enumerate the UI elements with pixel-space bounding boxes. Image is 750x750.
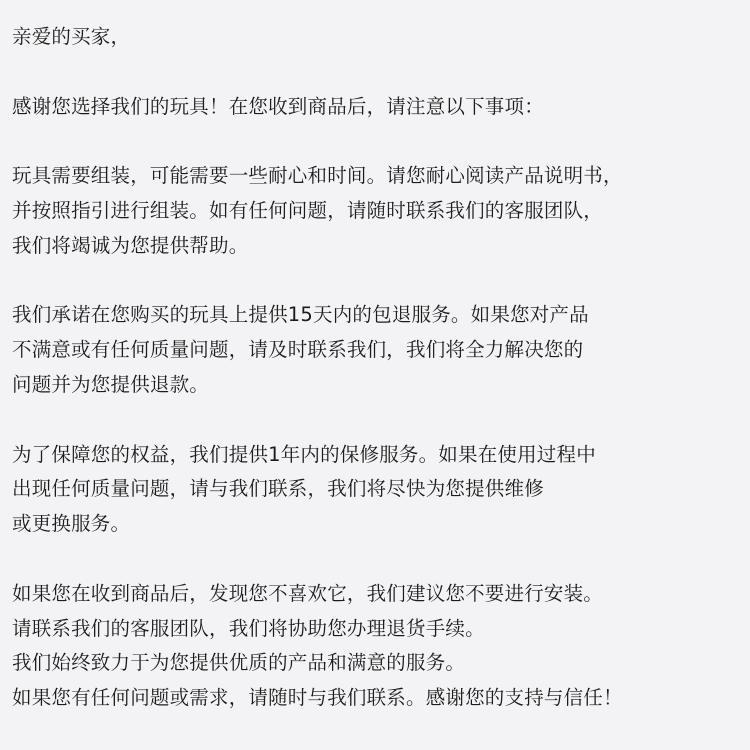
paragraph-line: 出现任何质量问题，请与我们联系，我们将尽快为您提供维修 xyxy=(12,477,544,501)
spacer xyxy=(12,55,750,90)
paragraph-line: 请联系我们的客服团队，我们将协助您办理退货手续。 xyxy=(12,616,485,640)
paragraph-line: 不满意或有任何质量问题，请及时联系我们，我们将全力解决您的 xyxy=(12,338,584,362)
paragraph-line: 我们始终致力于为您提供优质的产品和满意的服务。 xyxy=(12,651,466,675)
paragraph-line: 问题并为您提供退款。 xyxy=(12,372,210,396)
paragraph-closing xyxy=(12,577,750,716)
spacer xyxy=(12,124,750,159)
paragraph-line: 我们将竭诚为您提供帮助。 xyxy=(12,233,249,257)
paragraph-line: 如果您在收到商品后，发现您不喜欢它，我们建议您不要进行安装。 xyxy=(12,581,604,605)
paragraph-line: 为了保障您的权益，我们提供1年内的保修服务。如果在使用过程中 xyxy=(12,442,596,466)
paragraph-line: 如果您有任何问题或需求，请随时与我们联系。感谢您的支持与信任！ xyxy=(12,686,623,710)
paragraph-line: 并按照指引进行组装。如有任何问题，请随时联系我们的客服团队， xyxy=(12,198,604,222)
spacer xyxy=(12,264,750,299)
paragraph-warranty xyxy=(12,438,750,542)
spacer xyxy=(12,403,750,438)
paragraph-return-policy xyxy=(12,298,750,402)
paragraph-line: 我们承诺在您购买的玩具上提供15天内的包退服务。如果您对产品 xyxy=(12,303,589,327)
spacer xyxy=(12,542,750,577)
paragraph-line: 玩具需要组装，可能需要一些耐心和时间。请您耐心阅读产品说明书， xyxy=(12,164,623,188)
paragraph-line: 或更换服务。 xyxy=(12,512,131,536)
intro-line: 感谢您选择我们的玩具！在您收到商品后，请注意以下事项： xyxy=(12,94,544,118)
greeting: 亲爱的买家， xyxy=(12,25,131,48)
paragraph-assembly xyxy=(12,159,750,263)
